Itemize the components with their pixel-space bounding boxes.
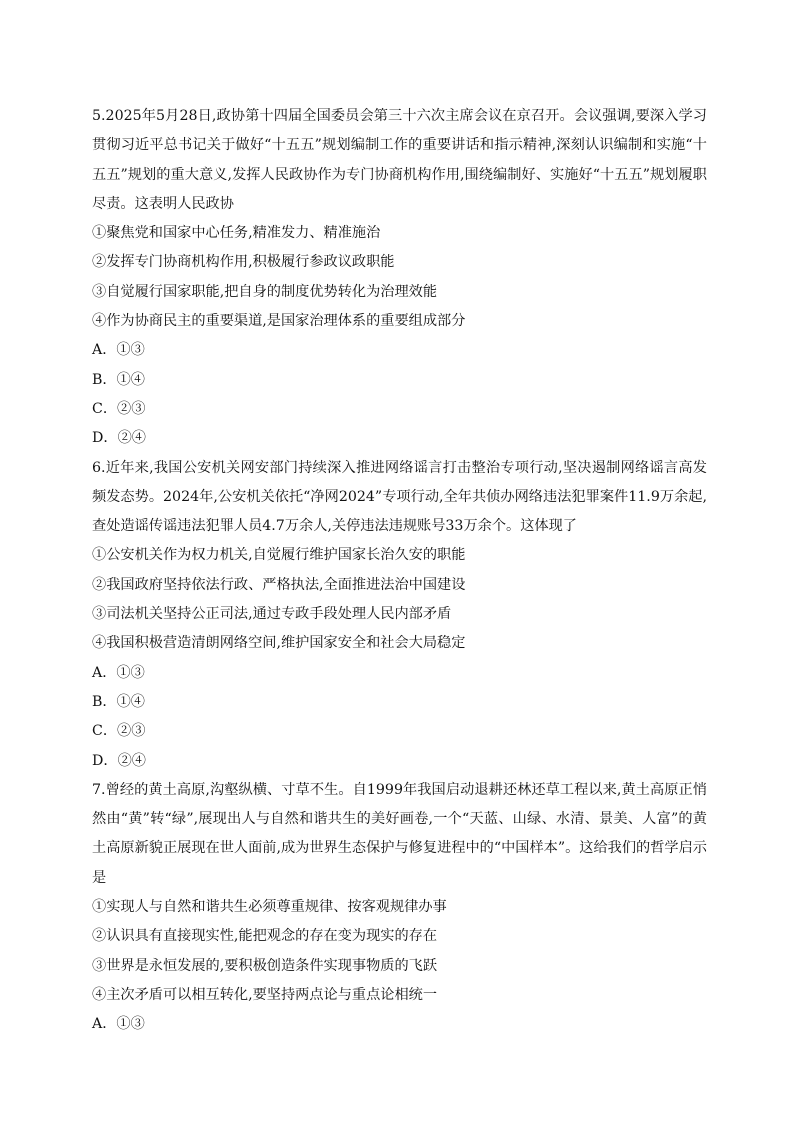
- statement: ③世界是永恒发展的,要积极创造条件实现事物质的飞跃: [92, 957, 438, 974]
- answer-option-d: D．②④: [92, 430, 146, 447]
- statement: ③司法机关坚持公正司法,通过专政手段处理人民内部矛盾: [92, 606, 452, 623]
- statement: ②我国政府坚持依法行政、严格执法,全面推进法治中国建设: [92, 576, 466, 593]
- answer-option-c: C．②③: [92, 723, 146, 740]
- statement: ②认识具有直接现实性,能把观念的存在变为现实的存在: [92, 928, 438, 945]
- answer-option-d: D．②④: [92, 752, 146, 769]
- statement: ①实现人与自然和谐共生必须尊重规律、按客观规律办事: [92, 899, 447, 916]
- question-stem: 6.近年来,我国公安机关网安部门持续深入推进网络谣言打击整治专项行动,坚决遏制网络谣言高发频发态势。2024年,公安机关依托“净网2024”专项行动,全年共侦办网络违法犯罪案件11.9万余起,查处造谣传谣违法犯罪人员4.7万余人,关停违法违规账号33万余个。这体现了: [92, 459, 707, 535]
- question-6: [92, 454, 707, 776]
- statement: ④作为协商民主的重要渠道,是国家治理体系的重要组成部分: [92, 313, 466, 330]
- answer-option-a: A．①③: [92, 342, 145, 359]
- question-7: [92, 776, 707, 1040]
- statement: ③自觉履行国家职能,把自身的制度优势转化为治理效能: [92, 283, 438, 300]
- statement: ②发挥专门协商机构作用,积极履行参政议政职能: [92, 254, 395, 271]
- statement: ④主次矛盾可以相互转化,要坚持两点论与重点论相统一: [92, 986, 438, 1003]
- answer-option-c: C．②③: [92, 400, 146, 417]
- answer-option-a: A．①③: [92, 664, 145, 681]
- question-stem: 5.2025年5月28日,政协第十四届全国委员会第三十六次主席会议在京召开。会议强调,要深入学习贯彻习近平总书记关于做好“十五五”规划编制工作的重要讲话和指示精神,深刻认识编制和实施“十五五”规划的重大意义,发挥人民政协作为专门协商机构作用,围绕编制好、实施好“十五五”规划履职尽责。这表明人民政协: [92, 108, 707, 212]
- answer-option-a: A．①③: [92, 1016, 145, 1033]
- question-5: [92, 102, 707, 454]
- statement: ①聚焦党和国家中心任务,精准发力、精准施治: [92, 225, 381, 242]
- answer-option-b: B．①④: [92, 693, 145, 710]
- answer-option-b: B．①④: [92, 371, 145, 388]
- exam-page: [92, 102, 707, 1040]
- statement: ①公安机关作为权力机关,自觉履行维护国家长治久安的职能: [92, 547, 466, 564]
- question-stem: 7.曾经的黄土高原,沟壑纵横、寸草不生。自1999年我国启动退耕还林还草工程以来,黄土高原正悄然由“黄”转“绿”,展现出人与自然和谐共生的美好画卷,一个“天蓝、山绿、水清、景美、人富”的黄土高原新貌正展现在世人面前,成为世界生态保护与修复进程中的“中国样本”。这给我们的哲学启示是: [92, 781, 707, 886]
- statement: ④我国积极营造清朗网络空间,维护国家安全和社会大局稳定: [92, 635, 466, 652]
